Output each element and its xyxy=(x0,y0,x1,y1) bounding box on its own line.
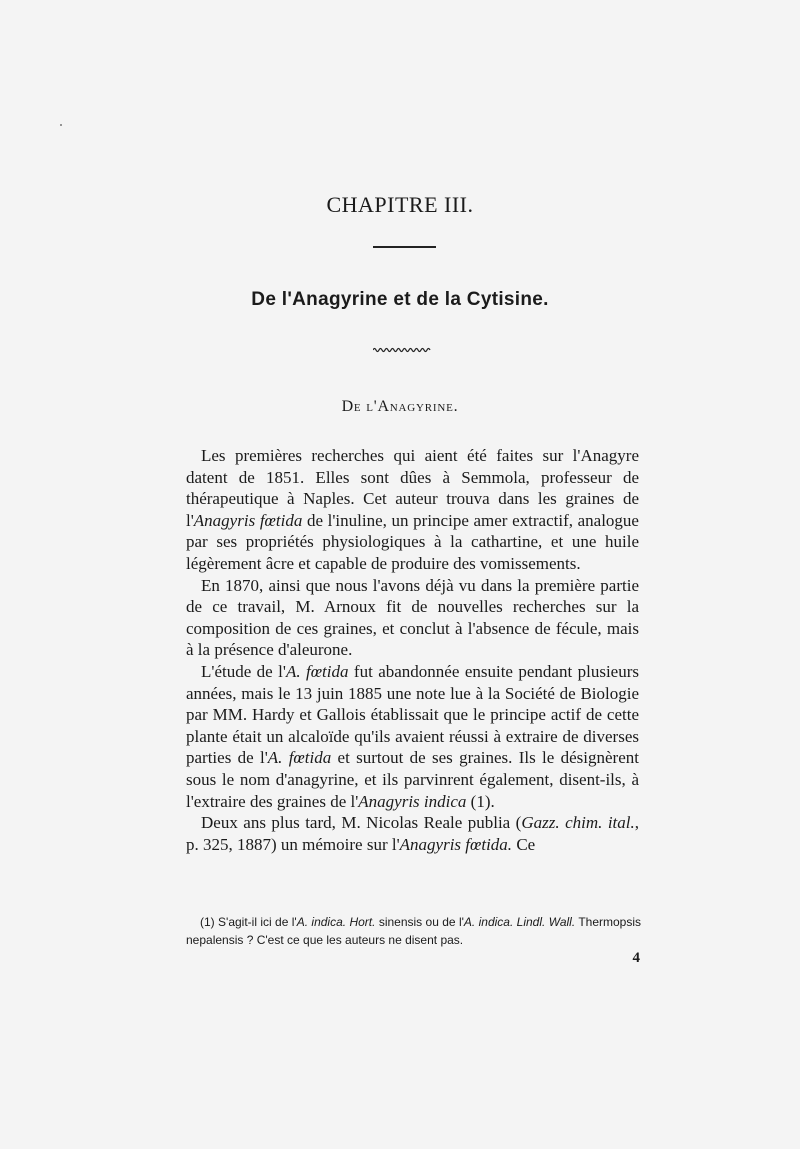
paragraph xyxy=(186,812,639,855)
text-run: Thermopsis nepalensis ? C'est ce que les auteurs ne disent pas. xyxy=(186,915,641,947)
chapter-title: De l'Anagyrine et de la Cytisine. xyxy=(251,289,549,310)
paragraph xyxy=(186,661,639,812)
text-run: sinensis ou de l' xyxy=(375,915,464,929)
text-run: fut abandonnée ensuite pendant plusieurs années, mais le 13 juin 1885 une note lue à la Société de Biologie par MM. Hardy et Gallois établissait que le principe actif de cette plante était un alcaloïde qu'ils avaient réussi à extraire de diverses parties de l' xyxy=(186,661,639,768)
paper-speck xyxy=(60,124,62,126)
text-run: Deux ans plus tard, M. Nicolas Reale publia ( xyxy=(201,813,522,833)
italic-text: Anagyris fœtida. xyxy=(399,834,513,854)
footnote xyxy=(186,913,641,949)
text-run: , p. 325, 1887) un mémoire sur l' xyxy=(186,813,639,854)
text-run: l' xyxy=(186,510,194,530)
paragraph xyxy=(186,445,639,575)
text-run: (1). xyxy=(466,791,495,811)
section-heading-text: De l'Anagyrine. xyxy=(341,398,459,415)
italic-text: A. fœtida xyxy=(267,748,332,768)
italic-text: A. fœtida xyxy=(285,661,349,681)
text-run: L'étude de l' xyxy=(201,661,286,681)
italic-text: Anagyris fœtida xyxy=(193,510,303,530)
text-run: Ce xyxy=(512,834,536,854)
italic-text: Gazz. chim. ital. xyxy=(521,813,635,833)
italic-text: Anagyris indica xyxy=(358,791,467,811)
heading-rule xyxy=(373,246,436,248)
footnote-text xyxy=(186,913,641,949)
text-run: et surtout de ses graines. Ils le désignèrent sous le nom d'anagyrine, et ils parvinrent également, disent-ils, à l'extraire des graines de l' xyxy=(186,748,639,811)
italic-text: A. indica. Lindl. Wall. xyxy=(463,915,576,929)
body-text xyxy=(186,445,639,855)
text-run: En 1870, ainsi que nous l'avons déjà vu dans la première partie de ce travail, M. Arnoux fit de nouvelles recherches sur la composition de ces graines, et conclut à l'absence de fécule, mais à la présence d'aleurone. xyxy=(186,575,639,660)
paragraph xyxy=(186,575,639,661)
text-run: de l'inuline, un principe amer extractif, analogue par ses propriétés physiologiques à la cathartine, et une huile légèrement âcre et capable de produire des vomissements. xyxy=(186,510,639,573)
text-run: Les premières recherches qui aient été faites sur l'Anagyre datent de 1851. Elles sont dûes à Semmola, professeur de thérapeutique à Naples. Cet auteur trouva dans les graines de xyxy=(186,446,639,509)
chapter-heading: CHAPITRE III. xyxy=(326,192,474,217)
italic-text: A. indica. Hort. xyxy=(296,915,376,929)
wavy-ornament xyxy=(373,347,431,353)
page-number: 4 xyxy=(632,950,640,966)
text-run: (1) S'agit-il ici de l' xyxy=(200,915,297,929)
section-heading xyxy=(0,398,800,416)
